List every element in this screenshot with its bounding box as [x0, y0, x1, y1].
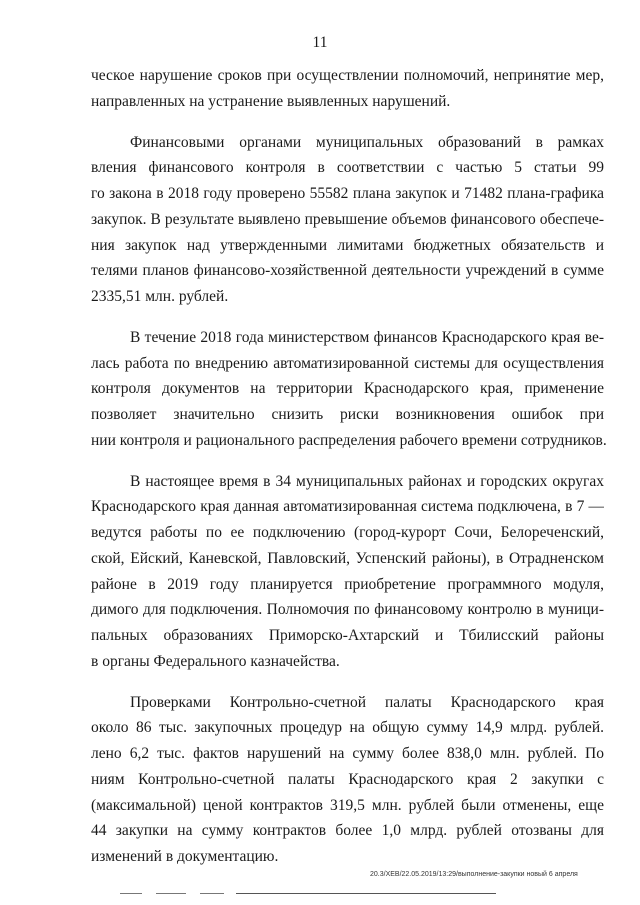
text-line: вления финансового контроля в соответствии с частью 5 статьи 99 [91, 159, 604, 177]
text-line: 2335,51 млн. рублей. [91, 288, 229, 305]
text-line: районе в 2019 году планируется приобретение программного модуля, [91, 575, 604, 593]
paragraph [91, 325, 607, 454]
text-line: контроля документов на территории Краснодарского края, применение [91, 380, 604, 398]
footer-divider [120, 893, 142, 894]
text-line: ния закупок над утвержденными лимитами бюджетных обязательств и [91, 236, 604, 254]
text-line: направленных на устранение выявленных нарушений. [91, 92, 451, 110]
text-line: около 86 тыс. закупочных процедур на общую сумму 14,9 млрд. рублей. [91, 719, 604, 737]
text-line: закупок. В результате выявлено превышение объемов финансового обеспече- [91, 210, 604, 228]
paragraph [91, 469, 604, 675]
paragraph [91, 690, 604, 870]
text-line: В течение 2018 года министерством финансов Краснодарского края ве- [130, 328, 604, 346]
text-line: лась работа по внедрению автоматизированной системы для осуществления [91, 354, 604, 372]
page-number: 11 [312, 34, 328, 51]
text-line: 44 закупки на сумму контрактов более 1,0 млрд. рублей отозваны для [91, 822, 604, 840]
text-line: Краснодарского края данная автоматизированная система подключена, в 7 — [91, 498, 604, 516]
text-line: пальных образованиях Приморско-Ахтарский и Тбилисский районы [91, 627, 604, 644]
text-line: (максимальной) ценой контрактов 319,5 млн. рублей были отменены, еще [91, 796, 604, 814]
text-line: димого для подключения. Полномочия по финансовому контролю в муници- [91, 601, 604, 619]
text-line: изменений в документацию. [91, 848, 279, 865]
footer-divider [236, 893, 496, 894]
text-line: ской, Ейский, Каневской, Павловский, Успенский районы), в Отрадненском [91, 549, 604, 567]
text-line: В настоящее время в 34 муниципальных районах и городских округах [130, 472, 604, 490]
text-line: позволяет значительно снизить риски возникновения ошибок при [91, 406, 604, 423]
text-line: лено 6,2 тыс. фактов нарушений на сумму более 838,0 млн. рублей. По [91, 745, 604, 762]
text-line: телями планов финансово-хозяйственной деятельности учреждений в сумме [91, 262, 604, 280]
footer-note: 20.3/XEB/22.05.2019/13:29/выполнение-закупки новый 6 апреля [370, 871, 578, 878]
text-line: Финансовыми органами муниципальных образований в рамках [130, 133, 604, 151]
paragraph [91, 130, 604, 310]
text-line: го закона в 2018 году проверено 55582 плана закупок и 71482 плана-графика [91, 185, 604, 202]
text-line: в органы Федерального казначейства. [91, 652, 340, 670]
paragraph [91, 63, 604, 115]
text-line: ческое нарушение сроков при осуществлении полномочий, непринятие мер, [91, 67, 604, 84]
document-body [91, 63, 607, 870]
footer-divider [200, 893, 224, 894]
text-line: ведутся работы по ее подключению (город-курорт Сочи, Белореченский, [91, 524, 604, 541]
text-line: нии контроля и рационального распределения рабочего времени сотрудников. [91, 431, 607, 449]
text-line: Проверками Контрольно-счетной палаты Краснодарского края [130, 693, 604, 711]
text-line: ниям Контрольно-счетной палаты Краснодарского края 2 закупки с [91, 770, 604, 788]
footer-divider [156, 893, 186, 894]
